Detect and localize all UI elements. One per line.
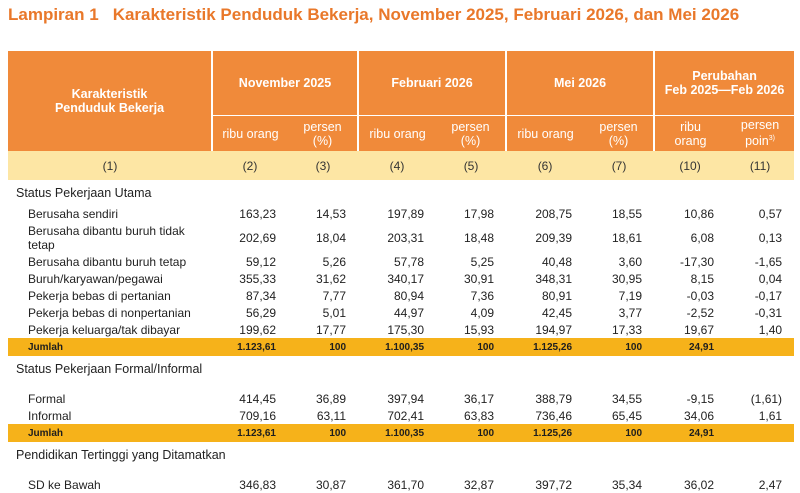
value-cell: 17,33 [612,322,643,337]
header-change [654,51,794,116]
value-cell: 10,86 [684,206,715,221]
value-cell: 87,34 [245,288,276,303]
row-label: Berusaha dibantu buruh tetap [28,254,187,269]
table-row [8,407,794,424]
value-cell: 397,72 [535,477,573,492]
value-cell: 18,48 [464,230,495,245]
header-text: (%) [460,133,481,148]
section-title: Status Pekerjaan Utama [16,185,152,200]
section-title: Status Pekerjaan Formal/Informal [16,361,203,376]
value-cell: 31,62 [315,271,347,286]
value-cell: 414,45 [239,391,276,406]
header-unit-point-note: 3) [768,135,775,143]
header-period-feb-2026: Februari 2026 [358,51,506,116]
value-cell: 709,16 [239,408,276,423]
row-label: Berusaha sendiri [28,206,119,221]
value-cell: -9,15 [686,391,715,406]
value-cell: 0,57 [758,206,783,221]
value-cell: 5,25 [470,254,495,269]
row-spacer [8,381,794,390]
header-unit-percent [584,116,654,152]
value-cell: 100 [584,338,654,356]
total-label: Jumlah [8,424,212,442]
value-cell: -0,03 [686,288,715,303]
table-row [8,304,794,321]
value-cell: 36,17 [464,391,495,406]
value-cell: 6,08 [690,230,715,245]
table-row [8,390,794,407]
value-cell: 197,89 [387,206,425,221]
header-text: orang [674,133,707,148]
row-label: Pekerja keluarga/tak dibayar [28,322,181,337]
total-row [8,424,794,442]
row-label: Buruh/karyawan/pegawai [28,271,163,286]
value-cell: 7,19 [618,288,643,303]
value-cell: -2,52 [686,305,715,320]
value-cell: 100 [436,338,506,356]
value-cell: -0,17 [754,288,783,303]
value-cell: 3,77 [618,305,643,320]
value-cell: 1,40 [758,322,783,337]
value-cell: 348,31 [535,271,573,286]
header-period-nov-2025: November 2025 [212,51,358,116]
data-table-container [8,51,794,493]
value-cell: 202,69 [239,230,276,245]
value-cell: 30,95 [612,271,643,286]
table-row [8,321,794,338]
row-label: Formal [28,391,66,406]
table-header [8,51,794,151]
data-table [8,51,794,493]
value-cell: 1.123,61 [212,338,288,356]
value-cell: -0,31 [754,305,783,320]
table-body [8,151,794,493]
value-cell: 18,55 [612,206,643,221]
section-header [8,180,794,205]
value-cell: 42,45 [542,305,573,320]
value-cell: 194,97 [535,322,573,337]
header-unit-thousand: ribu orang [212,116,288,152]
value-cell: 2,47 [758,477,783,492]
total-label: Jumlah [8,338,212,356]
value-cell: 34,55 [612,391,643,406]
header-unit-percent [436,116,506,152]
value-cell: 388,79 [535,391,573,406]
value-cell: 1.123,61 [212,424,288,442]
value-cell: 3,60 [618,254,643,269]
value-cell: 100 [436,424,506,442]
value-cell: 8,15 [690,271,715,286]
header-unit-point [726,116,794,152]
value-cell: 340,17 [387,271,425,286]
column-number: (1) [8,151,212,180]
value-cell: 346,83 [239,477,276,492]
section-title: Pendidikan Tertinggi yang Ditamatkan [16,447,226,462]
value-cell [726,338,794,356]
value-cell: 7,77 [322,288,347,303]
value-cell: 17,98 [464,206,495,221]
value-cell [726,424,794,442]
value-cell: 40,48 [542,254,573,269]
row-label: Informal [28,408,72,423]
value-cell: 56,29 [245,305,276,320]
value-cell: 15,93 [464,322,495,337]
header-unit-thousand: ribu orang [358,116,436,152]
header-text: poin$^{3)}$ [745,134,775,149]
header-text: (%) [608,133,629,148]
column-number: (11) [726,151,794,180]
header-unit-thousand-split [654,116,726,152]
row-label: Berusaha dibantu buruh tidak tetap [28,223,185,252]
column-number: (6) [506,151,584,180]
value-cell: 80,94 [393,288,425,303]
value-cell: 0,13 [758,230,783,245]
value-cell: 24,91 [654,338,726,356]
value-cell: 1.125,26 [506,338,584,356]
value-cell: 36,02 [684,477,715,492]
header-change-line1: Perubahan [692,69,757,83]
column-number: (4) [358,151,436,180]
value-cell: 1.100,35 [358,338,436,356]
value-cell: 30,91 [464,271,495,286]
header-text: persen [599,119,638,134]
value-cell: 36,89 [315,391,347,406]
value-cell: 208,75 [535,206,573,221]
table-row [8,222,794,253]
column-number: (2) [212,151,288,180]
value-cell: 18,04 [315,230,347,245]
column-number: (7) [584,151,654,180]
section-header [8,442,794,467]
header-change-line2: Feb 2025—Feb 2026 [664,83,785,97]
column-number: (10) [654,151,726,180]
value-cell: 80,91 [542,288,573,303]
value-cell: 17,77 [315,322,347,337]
value-cell: 100 [288,338,358,356]
value-cell: 355,33 [239,271,276,286]
value-cell: 14,53 [315,206,347,221]
value-cell: 19,67 [684,322,715,337]
value-cell: 736,46 [535,408,573,423]
value-cell: 163,23 [239,206,276,221]
header-characteristic: Karakteristik Penduduk Bekerja [8,51,212,151]
value-cell: 7,36 [470,288,495,303]
value-cell: -17,30 [680,254,715,269]
value-cell: 1.100,35 [358,424,436,442]
value-cell: 57,78 [393,254,425,269]
section-header [8,356,794,381]
value-cell: 199,62 [239,322,276,337]
total-row [8,338,794,356]
table-row [8,270,794,287]
table-row [8,476,794,493]
value-cell: 35,34 [612,477,643,492]
column-number-row [8,151,794,180]
value-cell: 59,12 [245,254,276,269]
column-number: (3) [288,151,358,180]
header-text: persen [303,119,342,134]
value-cell: 1.125,26 [506,424,584,442]
row-label: SD ke Bawah [28,477,101,492]
value-cell: 34,06 [684,408,715,423]
value-cell: 1,61 [758,408,783,423]
row-label: Pekerja bebas di pertanian [28,288,171,303]
header-text: ribu [680,119,701,134]
title-text: Karakteristik Penduduk Bekerja, November 2025, Februari 2026, dan Mei 2026 [112,5,740,24]
value-cell: 203,31 [387,230,425,245]
value-cell: 702,41 [387,408,425,423]
header-text: persen [451,119,490,134]
header-period-mei-2026: Mei 2026 [506,51,654,116]
row-spacer [8,467,794,476]
value-cell: 30,87 [315,477,347,492]
page-title [8,4,739,26]
header-unit-thousand: ribu orang [506,116,584,152]
header-text: persen [740,118,780,133]
table-row [8,253,794,270]
value-cell: 100 [288,424,358,442]
header-text: (%) [312,133,333,148]
value-cell: 361,70 [387,477,425,492]
value-cell: 4,09 [470,305,495,320]
value-cell: 100 [584,424,654,442]
column-number: (5) [436,151,506,180]
row-label: Pekerja bebas di nonpertanian [28,305,191,320]
header-unit-percent [288,116,358,152]
value-cell: 5,01 [322,305,347,320]
value-cell: 65,45 [612,408,643,423]
value-cell: 397,94 [387,391,425,406]
value-cell: 63,83 [464,408,495,423]
value-cell: 0,04 [758,271,783,286]
value-cell: 44,97 [393,305,425,320]
value-cell: 5,26 [322,254,347,269]
value-cell: 18,61 [612,230,643,245]
table-row [8,287,794,304]
table-row [8,205,794,222]
value-cell: 209,39 [535,230,573,245]
value-cell: 32,87 [464,477,495,492]
value-cell: 63,11 [316,408,347,423]
value-cell: -1,65 [754,254,783,269]
title-label: Lampiran 1 [8,5,99,24]
value-cell: 175,30 [387,322,425,337]
value-cell: 24,91 [654,424,726,442]
value-cell: (1,61) [750,391,783,406]
